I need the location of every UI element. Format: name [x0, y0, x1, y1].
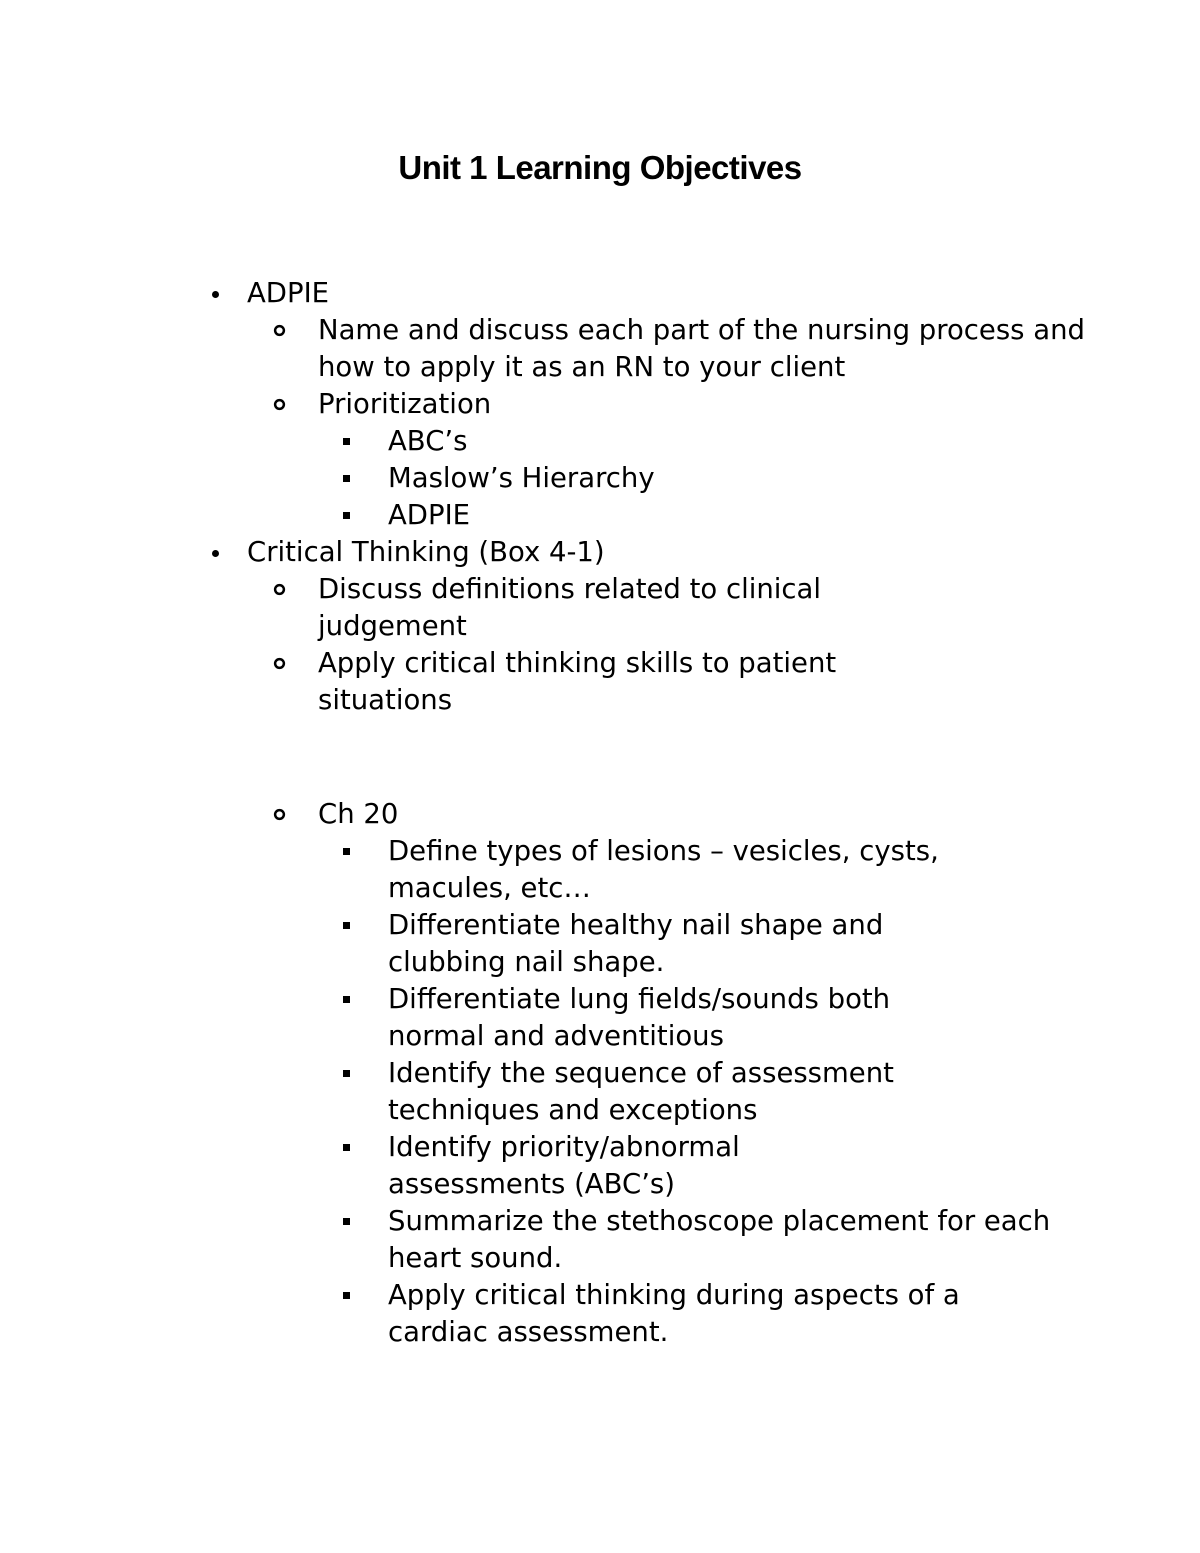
list-item-label: Critical Thinking (Box 4-1) — [247, 536, 605, 568]
list-item-label: ADPIE — [247, 277, 330, 309]
list-item-text: Define types of lesions – vesicles, cysts, macules, etc… — [388, 835, 939, 904]
list-item-label: Ch 20 — [318, 798, 399, 830]
bullet-circle-icon — [271, 571, 318, 608]
bullet-square-icon — [341, 423, 388, 460]
bullet-circle-icon — [271, 796, 318, 833]
list-item-adpie — [200, 275, 1100, 534]
list-item-text: Maslow’s Hierarchy — [388, 462, 655, 494]
list-item — [341, 1055, 1100, 1129]
bullet-dot-icon — [200, 534, 247, 571]
bullet-square-icon — [341, 833, 388, 870]
objectives-outline — [200, 275, 1100, 1351]
list-item — [271, 645, 1100, 719]
list-item-text: Discuss definitions related to clinical judgement — [318, 573, 822, 642]
adpie-sublist — [200, 312, 1100, 534]
list-item — [341, 460, 1100, 497]
list-item-text: Summarize the stethoscope placement for each heart sound. — [388, 1205, 1051, 1274]
list-item-text: Differentiate lung fields/sounds both normal and adventitious — [388, 983, 891, 1052]
list-item — [271, 571, 1100, 645]
bullet-dot-icon — [200, 275, 247, 312]
bullet-square-icon — [341, 1203, 388, 1240]
list-item-text: Apply critical thinking during aspects of a cardiac assessment. — [388, 1279, 960, 1348]
bullet-square-icon — [341, 1129, 388, 1166]
page-title: Unit 1 Learning Objectives — [398, 149, 802, 186]
list-item-text: Name and discuss each part of the nursing process and how to apply it as an RN to your client — [318, 314, 1085, 383]
bullet-square-icon — [341, 497, 388, 534]
bullet-circle-icon — [271, 386, 318, 423]
list-item — [341, 497, 1100, 534]
list-item — [341, 1277, 1100, 1351]
list-item-prioritization — [271, 386, 1100, 534]
bullet-circle-icon — [271, 312, 318, 349]
list-item-ch20 — [271, 796, 1100, 1351]
list-item-text: Differentiate healthy nail shape and clubbing nail shape. — [388, 909, 884, 978]
list-item-text: Identify priority/abnormal assessments (ABC’s) — [388, 1131, 740, 1200]
list-item-text: ABC’s — [388, 425, 468, 457]
critical-thinking-sublist — [200, 571, 1100, 1351]
blank-space — [271, 719, 1100, 796]
list-item — [341, 1129, 1100, 1203]
list-item — [341, 907, 1100, 981]
list-item-text: Identify the sequence of assessment techniques and exceptions — [388, 1057, 894, 1126]
bullet-square-icon — [341, 1277, 388, 1314]
list-item-text: Apply critical thinking skills to patient situations — [318, 647, 837, 716]
ch20-sublist — [200, 833, 1100, 1351]
list-item-text: ADPIE — [388, 499, 471, 531]
list-item — [341, 1203, 1100, 1277]
bullet-square-icon — [341, 460, 388, 497]
list-item — [341, 981, 1100, 1055]
bullet-square-icon — [341, 907, 388, 944]
list-item-critical-thinking — [200, 534, 1100, 1351]
list-item — [341, 833, 1100, 907]
list-item — [341, 423, 1100, 460]
prioritization-sublist — [200, 423, 1100, 534]
bullet-square-icon — [341, 1055, 388, 1092]
list-item-nursing-process — [271, 312, 1100, 386]
bullet-square-icon — [341, 981, 388, 1018]
bullet-circle-icon — [271, 645, 318, 682]
list-item-label: Prioritization — [318, 388, 492, 420]
